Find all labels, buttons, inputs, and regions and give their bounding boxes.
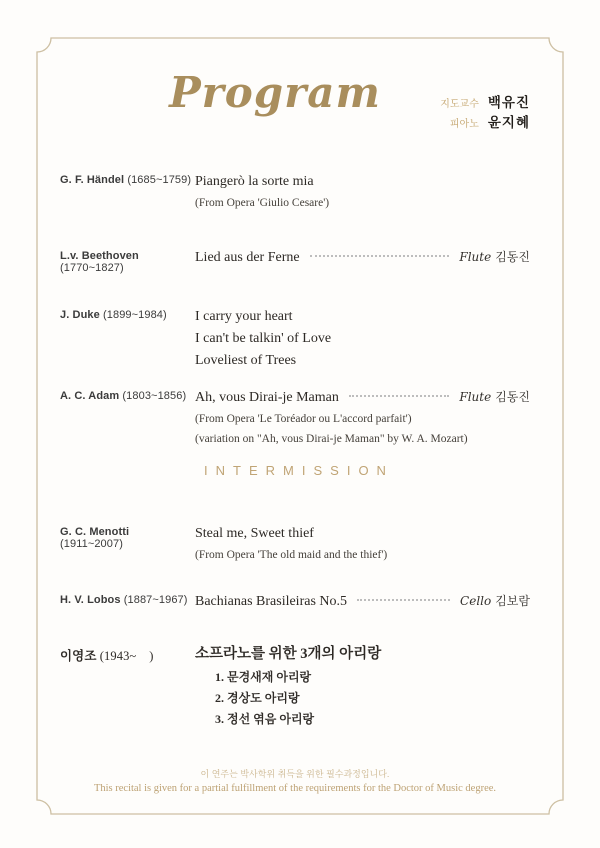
- composer-dates: (1685~1759): [127, 174, 192, 186]
- program-entry-lee: [60, 643, 530, 730]
- credit-role-label: 지도교수: [440, 99, 479, 110]
- movement-item: 2. 경상도 아리랑: [215, 691, 300, 705]
- credit-name: 백유진: [487, 95, 530, 110]
- piece-line: [195, 387, 530, 409]
- piece-title: 소프라노를 위한 3개의 아리랑: [195, 646, 382, 662]
- piece-list: [195, 643, 530, 730]
- footer-note-korean: 이 연주는 박사학위 취득을 위한 필수과정입니다.: [200, 769, 390, 779]
- program-entry-handel: [60, 171, 530, 213]
- performer: [460, 592, 530, 609]
- piece-subtitle: (From Opera 'The old maid and the thief'): [195, 549, 388, 561]
- composer: [60, 171, 195, 213]
- composer-dates: (1770~1827): [60, 262, 124, 274]
- piece-title: Steal me, Sweet thief: [195, 526, 314, 541]
- credit-pianist: [440, 114, 530, 134]
- performer-name: 김동진: [495, 250, 530, 264]
- composer-dates: (1887~1967): [123, 594, 188, 606]
- credit-advisor: [440, 94, 530, 114]
- piece-line: [195, 247, 530, 269]
- piece-title: Piangerò la sorte mia: [195, 174, 314, 189]
- performer-name: 김보람: [495, 594, 530, 608]
- piece-title: Bachianas Brasileiras No.5: [195, 594, 348, 609]
- program-entry-menotti: [60, 523, 530, 565]
- piece-list: [195, 387, 530, 449]
- composer: [60, 591, 195, 613]
- composer-name: A. C. Adam: [60, 390, 120, 402]
- movement-list: [195, 667, 530, 730]
- piece-list: [195, 591, 530, 613]
- composer-dates: (1943~ ): [99, 649, 154, 663]
- piece-title: Ah, vous Dirai-je Maman: [195, 390, 339, 405]
- program-entry-duke: [60, 306, 530, 372]
- performer-name: 김동진: [495, 390, 530, 404]
- composer: [60, 306, 195, 372]
- piece-title: I can't be talkin' of Love: [195, 331, 332, 346]
- performer: [459, 388, 530, 405]
- content-area: [60, 68, 530, 814]
- program-entry-lobos: [60, 591, 530, 613]
- composer-name: H. V. Lobos: [60, 594, 121, 606]
- composer-name: L.v. Beethoven: [60, 250, 139, 262]
- performer-instrument: Flute: [459, 390, 492, 404]
- intermission-label: INTERMISSION: [204, 463, 394, 478]
- piece-list: [195, 523, 530, 565]
- piece-list: [195, 306, 530, 372]
- piece-list: [195, 247, 530, 274]
- composer-name: 이영조: [60, 649, 97, 663]
- credits-block: [440, 94, 530, 134]
- program-entry-adam: [60, 387, 530, 449]
- composer: [60, 643, 195, 730]
- footer-note: [40, 768, 550, 796]
- piece-subtitle: (From Opera 'Giulio Cesare'): [195, 197, 330, 209]
- page-title: Program: [169, 68, 381, 117]
- piece-title: I carry your heart: [195, 309, 293, 324]
- performer-instrument: Flute: [459, 250, 492, 264]
- composer-dates: (1803~1856): [122, 390, 187, 402]
- piece-subtitle: (variation on "Ah, vous Dirai-je Maman" by W. A. Mozart): [195, 433, 468, 445]
- composer-dates: (1911~2007): [60, 538, 123, 550]
- movement-item: 1. 문경새재 아리랑: [215, 670, 312, 684]
- page-header: [60, 68, 530, 163]
- piece-list: [195, 171, 530, 213]
- composer-dates: (1899~1984): [103, 309, 167, 321]
- composer-name: G. C. Menotti: [60, 526, 130, 538]
- program-entries: [60, 171, 530, 730]
- piece-line: [195, 591, 530, 613]
- piece-subtitle: (From Opera 'Le Toréador ou L'accord parfait'): [195, 413, 412, 425]
- footer-note-english: This recital is given for a partial fulfillment of the requirements for the Doctor of Music degree.: [93, 783, 497, 794]
- composer-name: J. Duke: [60, 309, 100, 321]
- program-entry-beethoven: [60, 247, 530, 274]
- dotted-leader: [310, 255, 450, 257]
- composer: [60, 523, 195, 565]
- composer: [60, 247, 195, 274]
- credit-name: 윤지혜: [487, 115, 530, 130]
- credit-role-label: 피아노: [449, 119, 479, 130]
- performer-instrument: Cello: [460, 594, 492, 608]
- dotted-leader: [357, 599, 450, 601]
- performer: [459, 248, 530, 265]
- piece-title: Lied aus der Ferne: [195, 250, 300, 265]
- composer: [60, 387, 195, 449]
- piece-title: Loveliest of Trees: [195, 353, 297, 368]
- movement-item: 3. 정선 엮음 아리랑: [215, 712, 315, 726]
- composer-name: G. F. Händel: [60, 174, 125, 186]
- dotted-leader: [349, 395, 450, 397]
